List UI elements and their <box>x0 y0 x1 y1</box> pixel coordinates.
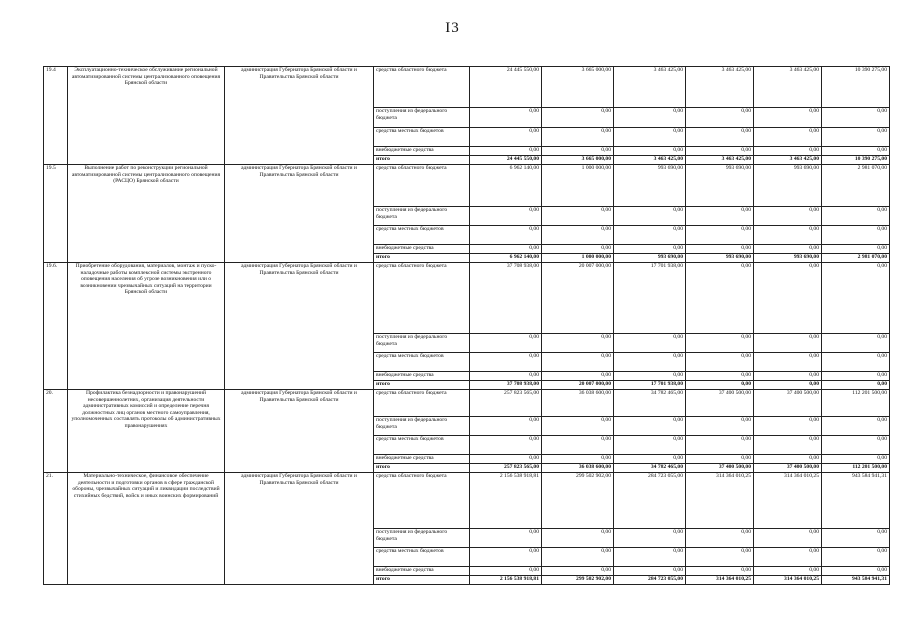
amount-cell: 0,00 <box>614 436 686 455</box>
amount-cell: 37 400 500,00 <box>754 390 822 417</box>
amount-cell: 24 445 550,00 <box>470 67 542 108</box>
amount-cell: 0,00 <box>686 128 754 147</box>
funding-source: внебюджетные средства <box>374 245 470 254</box>
amount-cell: 0,00 <box>822 353 890 372</box>
amount-cell: 37 400 500,00 <box>686 390 754 417</box>
amount-cell: 314 364 010,25 <box>754 473 822 529</box>
amount-cell: 0,00 <box>754 108 822 128</box>
amount-cell: 0,00 <box>542 548 614 567</box>
amount-cell: 0,00 <box>614 226 686 245</box>
amount-cell: 2 981 070,00 <box>822 165 890 207</box>
section-number: 19.6. <box>44 263 68 390</box>
measure-name: Приобретение оборудования, материалов, монтаж и пуско-наладочные работы комплексной системы экстренного оповещения населения об угрозе возникновения или о возникновении чрезвычайных ситуаций на территории Брянской области <box>68 263 225 390</box>
amount-cell: 993 690,00 <box>686 165 754 207</box>
amount-cell: 0,00 <box>614 417 686 436</box>
section-number: 20. <box>44 390 68 473</box>
amount-cell: 0,00 <box>754 353 822 372</box>
amount-cell: 3 463 425,00 <box>614 156 686 165</box>
amount-cell: 0,00 <box>686 567 754 576</box>
amount-cell: 0,00 <box>686 263 754 334</box>
amount-cell: 0,00 <box>614 128 686 147</box>
amount-cell: 299 502 902,00 <box>542 576 614 585</box>
funding-source: поступления из федерального бюджета <box>374 334 470 353</box>
amount-cell: 20 007 000,00 <box>542 381 614 390</box>
amount-cell: 34 782 465,00 <box>614 464 686 473</box>
amount-cell: 993 690,00 <box>614 165 686 207</box>
amount-cell: 6 962 140,00 <box>470 254 542 263</box>
funding-source: средства местных бюджетов <box>374 128 470 147</box>
amount-cell: 0,00 <box>754 245 822 254</box>
amount-cell: 0,00 <box>822 226 890 245</box>
amount-cell: 993 690,00 <box>754 254 822 263</box>
amount-cell: 0,00 <box>822 455 890 464</box>
amount-cell: 1 000 000,00 <box>542 254 614 263</box>
amount-cell: 2 156 538 918,81 <box>470 576 542 585</box>
amount-cell: 0,00 <box>822 147 890 156</box>
amount-cell: 0,00 <box>686 353 754 372</box>
amount-cell: 0,00 <box>754 147 822 156</box>
amount-cell: 284 723 055,00 <box>614 473 686 529</box>
amount-cell: 0,00 <box>614 353 686 372</box>
amount-cell: 0,00 <box>754 226 822 245</box>
funding-source: итого <box>374 156 470 165</box>
amount-cell: 0,00 <box>822 417 890 436</box>
section-number: 19.5 <box>44 165 68 263</box>
amount-cell: 0,00 <box>542 436 614 455</box>
amount-cell: 0,00 <box>686 548 754 567</box>
amount-cell: 112 201 500,00 <box>822 464 890 473</box>
funding-source: внебюджетные средства <box>374 455 470 464</box>
executor-name: администрация Губернатора Брянской области и Правительства Брянской области <box>225 165 374 263</box>
amount-cell: 0,00 <box>470 226 542 245</box>
amount-cell: 0,00 <box>542 372 614 381</box>
amount-cell: 37 400 500,00 <box>754 464 822 473</box>
amount-cell: 0,00 <box>470 245 542 254</box>
amount-cell: 0,00 <box>470 353 542 372</box>
table-row <box>44 67 890 108</box>
amount-cell: 0,00 <box>614 108 686 128</box>
amount-cell: 0,00 <box>822 108 890 128</box>
amount-cell: 10 390 275,00 <box>822 156 890 165</box>
amount-cell: 0,00 <box>470 529 542 548</box>
amount-cell: 257 823 565,00 <box>470 464 542 473</box>
funding-source: средства областного бюджета <box>374 263 470 334</box>
amount-cell: 0,00 <box>754 372 822 381</box>
amount-cell: 0,00 <box>542 455 614 464</box>
amount-cell: 112 201 500,00 <box>822 390 890 417</box>
amount-cell: 0,00 <box>754 334 822 353</box>
amount-cell: 1 000 000,00 <box>542 165 614 207</box>
amount-cell: 0,00 <box>822 128 890 147</box>
amount-cell: 0,00 <box>470 548 542 567</box>
amount-cell: 0,00 <box>754 207 822 226</box>
measure-name: Эксплуатационно-техническое обслуживание региональной автоматизированной системы централизованного оповещения Брянской области <box>68 67 225 165</box>
amount-cell: 0,00 <box>754 417 822 436</box>
amount-cell: 3 463 425,00 <box>754 67 822 108</box>
amount-cell: 0,00 <box>614 567 686 576</box>
section-number: 19.4 <box>44 67 68 165</box>
amount-cell: 993 690,00 <box>686 254 754 263</box>
amount-cell: 0,00 <box>542 226 614 245</box>
table-row <box>44 473 890 529</box>
amount-cell: 3 665 000,00 <box>542 67 614 108</box>
amount-cell: 257 823 565,00 <box>470 390 542 417</box>
amount-cell: 0,00 <box>470 455 542 464</box>
amount-cell: 0,00 <box>686 529 754 548</box>
funding-source: средства местных бюджетов <box>374 436 470 455</box>
amount-cell: 37 708 938,00 <box>470 381 542 390</box>
budget-table <box>43 66 890 585</box>
amount-cell: 0,00 <box>754 436 822 455</box>
funding-source: итого <box>374 576 470 585</box>
amount-cell: 3 463 425,00 <box>614 67 686 108</box>
funding-source: средства местных бюджетов <box>374 548 470 567</box>
amount-cell: 0,00 <box>542 417 614 436</box>
amount-cell: 0,00 <box>614 334 686 353</box>
funding-source: внебюджетные средства <box>374 372 470 381</box>
amount-cell: 0,00 <box>686 372 754 381</box>
amount-cell: 0,00 <box>686 436 754 455</box>
amount-cell: 0,00 <box>614 147 686 156</box>
amount-cell: 0,00 <box>542 108 614 128</box>
amount-cell: 314 364 010,25 <box>686 576 754 585</box>
amount-cell: 993 690,00 <box>754 165 822 207</box>
amount-cell: 0,00 <box>822 381 890 390</box>
amount-cell: 6 962 140,00 <box>470 165 542 207</box>
amount-cell: 0,00 <box>470 128 542 147</box>
amount-cell: 0,00 <box>470 372 542 381</box>
amount-cell: 20 007 000,00 <box>542 263 614 334</box>
amount-cell: 0,00 <box>686 108 754 128</box>
funding-source: внебюджетные средства <box>374 147 470 156</box>
table-row <box>44 390 890 417</box>
funding-source: итого <box>374 381 470 390</box>
amount-cell: 3 463 425,00 <box>686 67 754 108</box>
amount-cell: 0,00 <box>686 455 754 464</box>
amount-cell: 0,00 <box>822 548 890 567</box>
amount-cell: 0,00 <box>470 147 542 156</box>
amount-cell: 0,00 <box>754 548 822 567</box>
amount-cell: 0,00 <box>542 245 614 254</box>
table-row <box>44 165 890 207</box>
amount-cell: 0,00 <box>470 417 542 436</box>
executor-name: администрация Губернатора Брянской области и Правительства Брянской области <box>225 473 374 585</box>
measure-name: Материально-техническое, финансовое обеспечение деятельности и подготовки органов в сфере гражданской обороны, чрезвычайных ситуаций и ликвидации последствий стихийных бедствий, войск и иных воинских формирований <box>68 473 225 585</box>
amount-cell: 943 584 941,31 <box>822 576 890 585</box>
amount-cell: 0,00 <box>754 381 822 390</box>
funding-source: средства областного бюджета <box>374 390 470 417</box>
table-body <box>44 67 890 585</box>
amount-cell: 0,00 <box>470 108 542 128</box>
amount-cell: 3 463 425,00 <box>754 156 822 165</box>
funding-source: средства областного бюджета <box>374 165 470 207</box>
amount-cell: 0,00 <box>822 263 890 334</box>
amount-cell: 3 463 425,00 <box>686 156 754 165</box>
funding-source: поступления из федерального бюджета <box>374 417 470 436</box>
amount-cell: 36 038 600,00 <box>542 464 614 473</box>
amount-cell: 0,00 <box>686 226 754 245</box>
amount-cell: 0,00 <box>822 334 890 353</box>
amount-cell: 0,00 <box>754 529 822 548</box>
amount-cell: 0,00 <box>614 207 686 226</box>
amount-cell: 0,00 <box>614 529 686 548</box>
amount-cell: 0,00 <box>542 147 614 156</box>
funding-source: итого <box>374 254 470 263</box>
amount-cell: 0,00 <box>754 455 822 464</box>
funding-source: средства местных бюджетов <box>374 353 470 372</box>
section-number: 21. <box>44 473 68 585</box>
amount-cell: 0,00 <box>822 436 890 455</box>
funding-source: поступления из федерального бюджета <box>374 108 470 128</box>
amount-cell: 2 156 538 918,81 <box>470 473 542 529</box>
funding-source: средства местных бюджетов <box>374 226 470 245</box>
amount-cell: 0,00 <box>614 372 686 381</box>
amount-cell: 0,00 <box>470 334 542 353</box>
funding-source: средства областного бюджета <box>374 67 470 108</box>
amount-cell: 0,00 <box>822 207 890 226</box>
measure-name: Профилактика безнадзорности и правонарушений несовершеннолетних, организация деятельности административных комиссий и определение перечня должностных лиц органов местного самоуправления, уполномоченных составлять протоколы об административных правонарушениях <box>68 390 225 473</box>
amount-cell: 0,00 <box>686 245 754 254</box>
amount-cell: 299 502 902,00 <box>542 473 614 529</box>
amount-cell: 0,00 <box>822 372 890 381</box>
amount-cell: 0,00 <box>754 128 822 147</box>
amount-cell: 36 038 600,00 <box>542 390 614 417</box>
amount-cell: 2 981 070,00 <box>822 254 890 263</box>
executor-name: администрация Губернатора Брянской области и Правительства Брянской области <box>225 67 374 165</box>
amount-cell: 17 701 938,00 <box>614 263 686 334</box>
amount-cell: 0,00 <box>542 567 614 576</box>
amount-cell: 0,00 <box>542 353 614 372</box>
amount-cell: 0,00 <box>470 567 542 576</box>
amount-cell: 0,00 <box>686 207 754 226</box>
funding-source: поступления из федерального бюджета <box>374 529 470 548</box>
amount-cell: 0,00 <box>542 207 614 226</box>
executor-name: администрация Губернатора Брянской области и Правительства Брянской области <box>225 263 374 390</box>
executor-name: администрация Губернатора Брянской области и Правительства Брянской области <box>225 390 374 473</box>
amount-cell: 284 723 055,00 <box>614 576 686 585</box>
amount-cell: 0,00 <box>686 417 754 436</box>
amount-cell: 37 400 500,00 <box>686 464 754 473</box>
amount-cell: 0,00 <box>754 567 822 576</box>
amount-cell: 17 701 938,00 <box>614 381 686 390</box>
amount-cell: 0,00 <box>822 567 890 576</box>
amount-cell: 0,00 <box>614 455 686 464</box>
amount-cell: 943 584 941,31 <box>822 473 890 529</box>
amount-cell: 34 782 465,00 <box>614 390 686 417</box>
amount-cell: 24 445 550,00 <box>470 156 542 165</box>
amount-cell: 37 708 938,00 <box>470 263 542 334</box>
amount-cell: 0,00 <box>754 263 822 334</box>
amount-cell: 0,00 <box>822 245 890 254</box>
amount-cell: 0,00 <box>686 381 754 390</box>
amount-cell: 0,00 <box>614 548 686 567</box>
amount-cell: 0,00 <box>542 334 614 353</box>
amount-cell: 10 390 275,00 <box>822 67 890 108</box>
measure-name: Выполнение работ по реконструкции региональной автоматизированной системы централизованного оповещения (РАСЦО) Брянской области <box>68 165 225 263</box>
amount-cell: 0,00 <box>542 529 614 548</box>
funding-source: средства областного бюджета <box>374 473 470 529</box>
table-row <box>44 263 890 334</box>
funding-source: итого <box>374 464 470 473</box>
amount-cell: 0,00 <box>686 334 754 353</box>
funding-source: поступления из федерального бюджета <box>374 207 470 226</box>
amount-cell: 314 364 010,25 <box>754 576 822 585</box>
amount-cell: 0,00 <box>686 147 754 156</box>
funding-source: внебюджетные средства <box>374 567 470 576</box>
page-number: I3 <box>445 20 460 36</box>
amount-cell: 0,00 <box>542 128 614 147</box>
amount-cell: 314 364 010,25 <box>686 473 754 529</box>
amount-cell: 993 690,00 <box>614 254 686 263</box>
amount-cell: 0,00 <box>614 245 686 254</box>
amount-cell: 0,00 <box>470 207 542 226</box>
amount-cell: 0,00 <box>470 436 542 455</box>
amount-cell: 3 665 000,00 <box>542 156 614 165</box>
amount-cell: 0,00 <box>822 529 890 548</box>
